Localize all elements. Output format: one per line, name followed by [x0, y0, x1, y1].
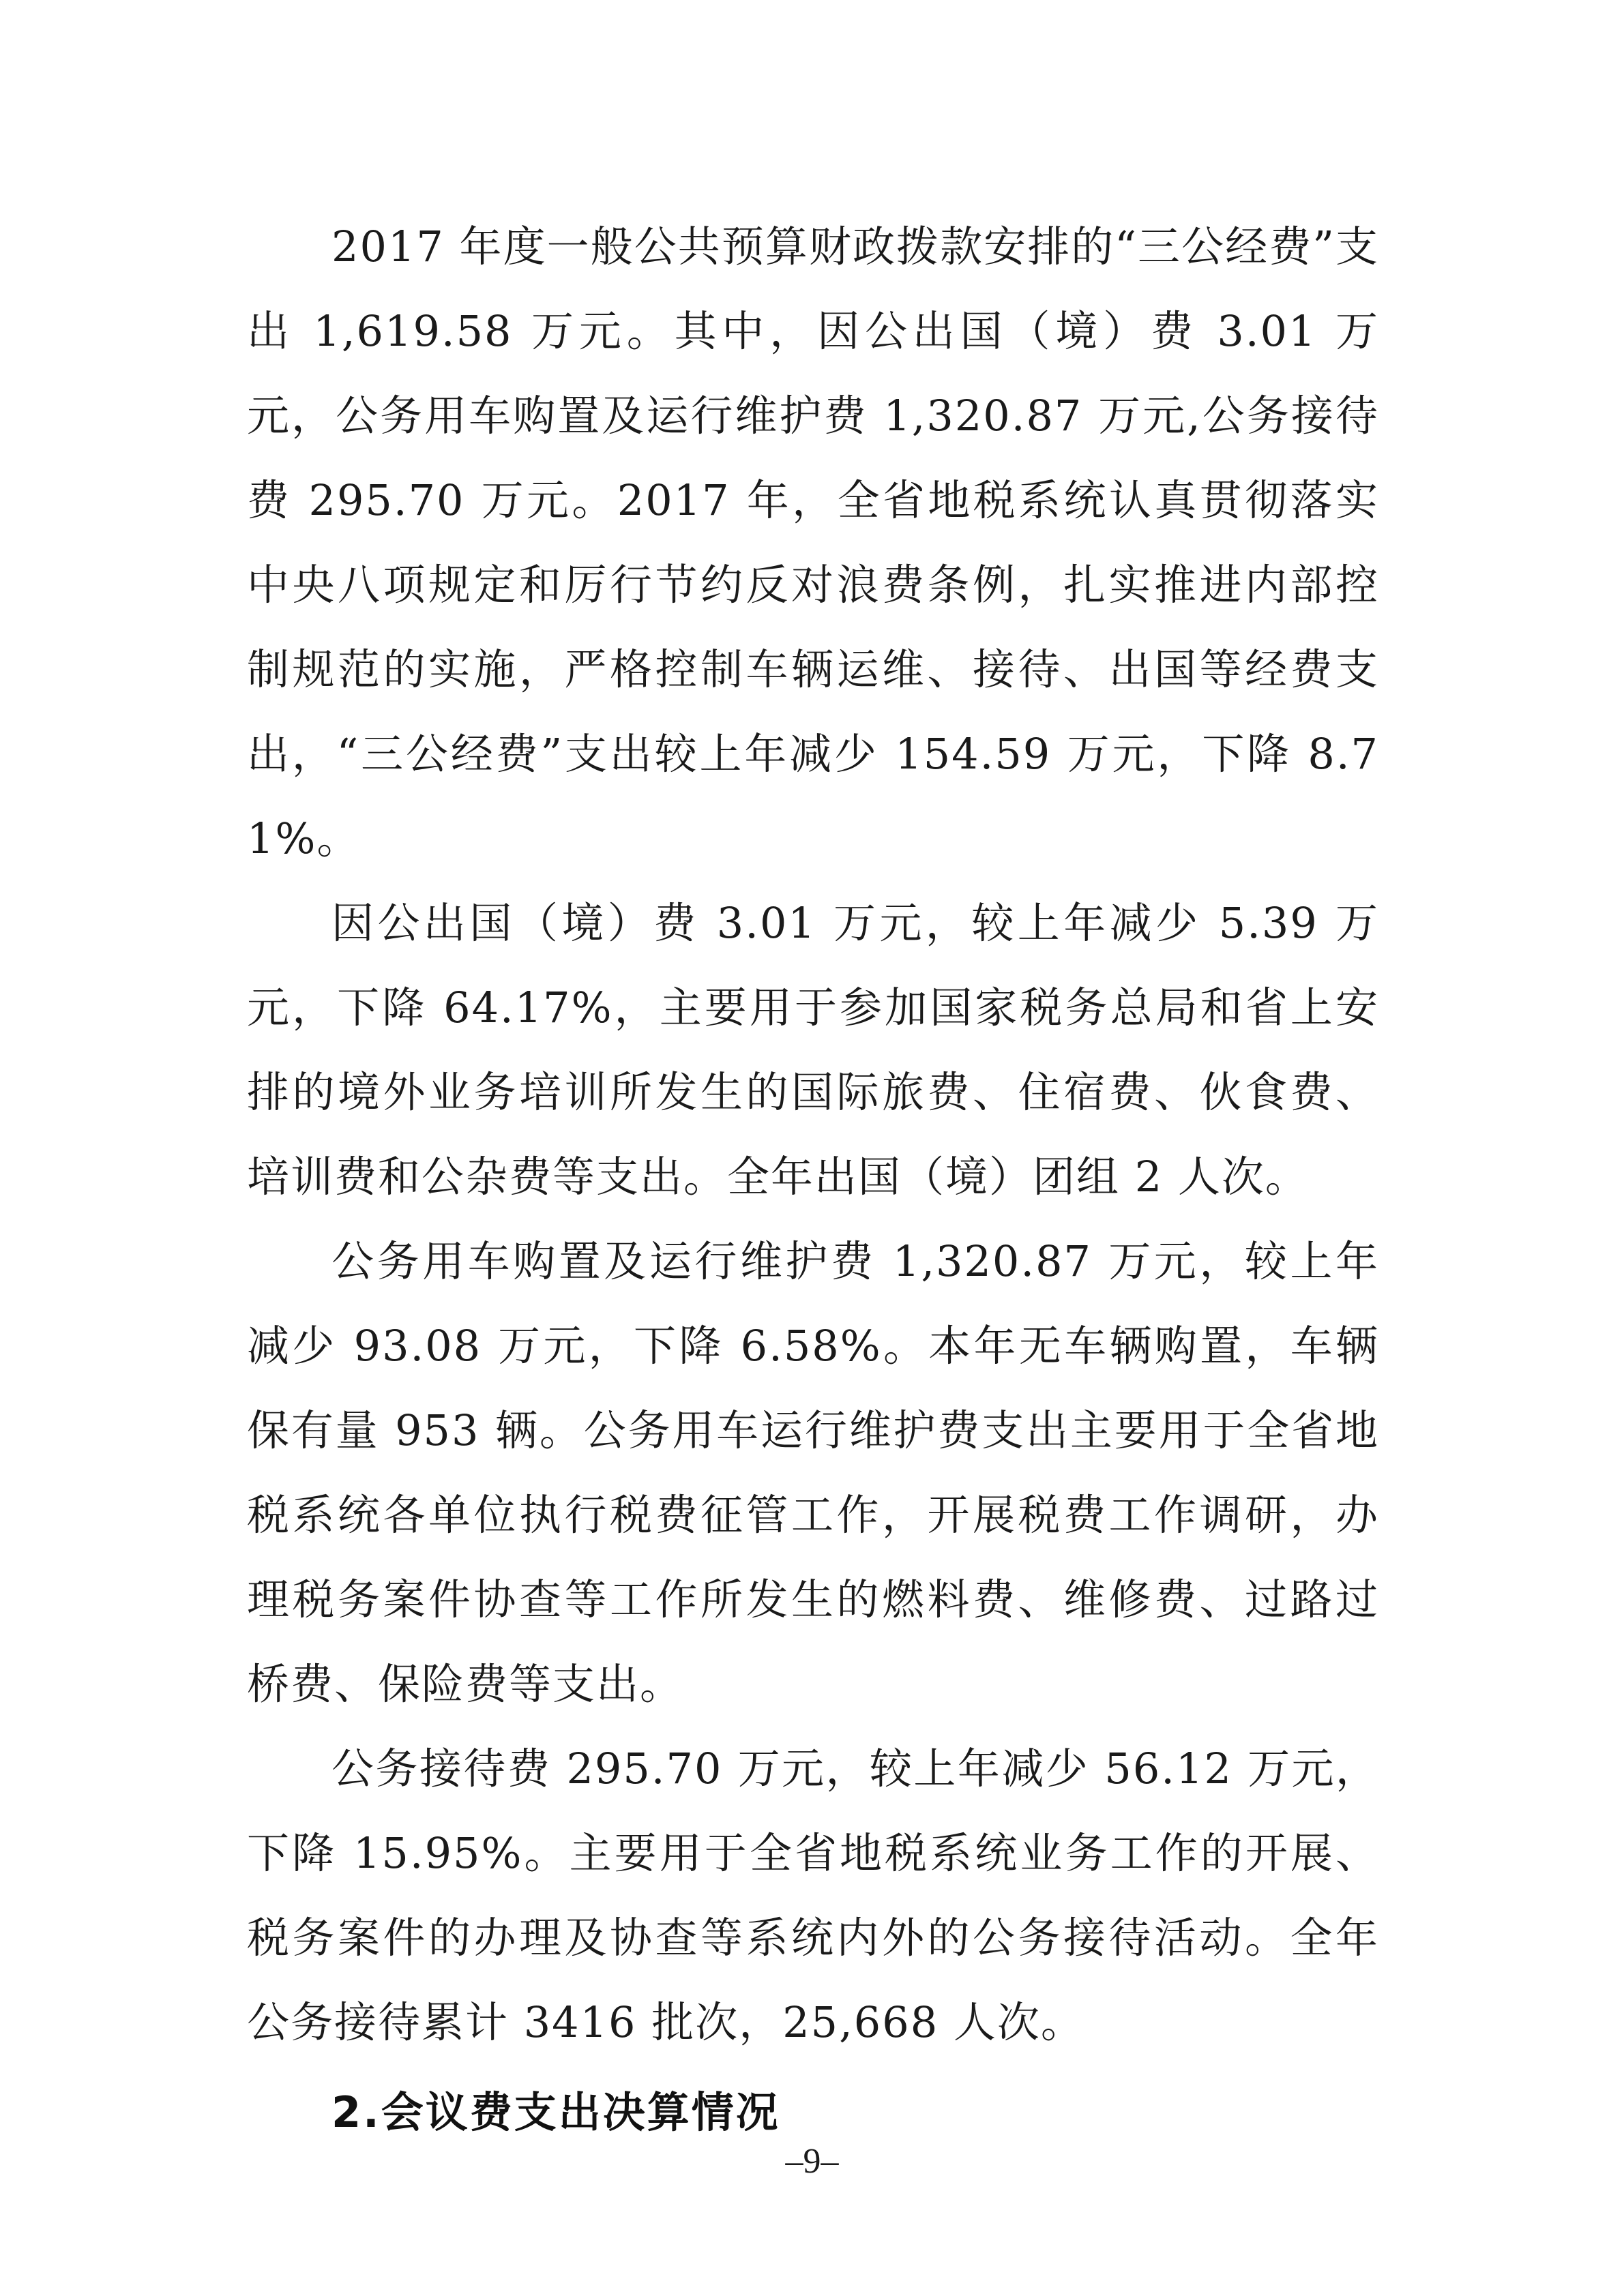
paragraph-overseas-travel-expenses: 因公出国（境）费 3.01 万元，较上年减少 5.39 万元，下降 64.17%，主要用于参加国家税务总局和省上安排的境外业务培训所发生的国际旅费、住宿费、伙食费、培训费和公杂费等支出。全年出国（境）团组 2 人次。 [247, 898, 1379, 1202]
paragraph-official-vehicle-expenses: 公务用车购置及运行维护费 1,320.87 万元，较上年减少 93.08 万元，下降 6.58%。本年无车辆购置，车辆保有量 953 辆。公务用车运行维护费支出主要用于全省地税系统各单位执行税费征管工作，开展税费工作调研，办理税务案件协查等工作所发生的燃料费、维修费、过路过桥费、保险费等支出。 [247, 1236, 1379, 1709]
page-number: –9– [785, 2142, 839, 2181]
paragraph-three-public-expenses-summary: 2017 年度一般公共预算财政拨款安排的“三公经费”支出 1,619.58 万元。其中，因公出国（境）费 3.01 万元，公务用车购置及运行维护费 1,320.87 万元,公务接待费 295.70 万元。2017 年，全省地税系统认真贯彻落实中央八项规定和厉行节约反对浪费条例，扎实推进内部控制规范的实施，严格控制车辆运维、接待、出国等经费支出，“三公经费”支出较上年减少 154.59 万元，下降 8.71%。 [247, 222, 1379, 863]
section-heading-meeting-expenses: 2.会议费支出决算情况 [331, 2087, 780, 2137]
document-body [247, 205, 1379, 2155]
paragraph-official-reception-expenses: 公务接待费 295.70 万元，较上年减少 56.12 万元，下降 15.95%。主要用于全省地税系统业务工作的开展、税务案件的办理及协查等系统内外的公务接待活动。全年公务接待累计 3416 批次，25,668 人次。 [247, 1744, 1379, 2047]
